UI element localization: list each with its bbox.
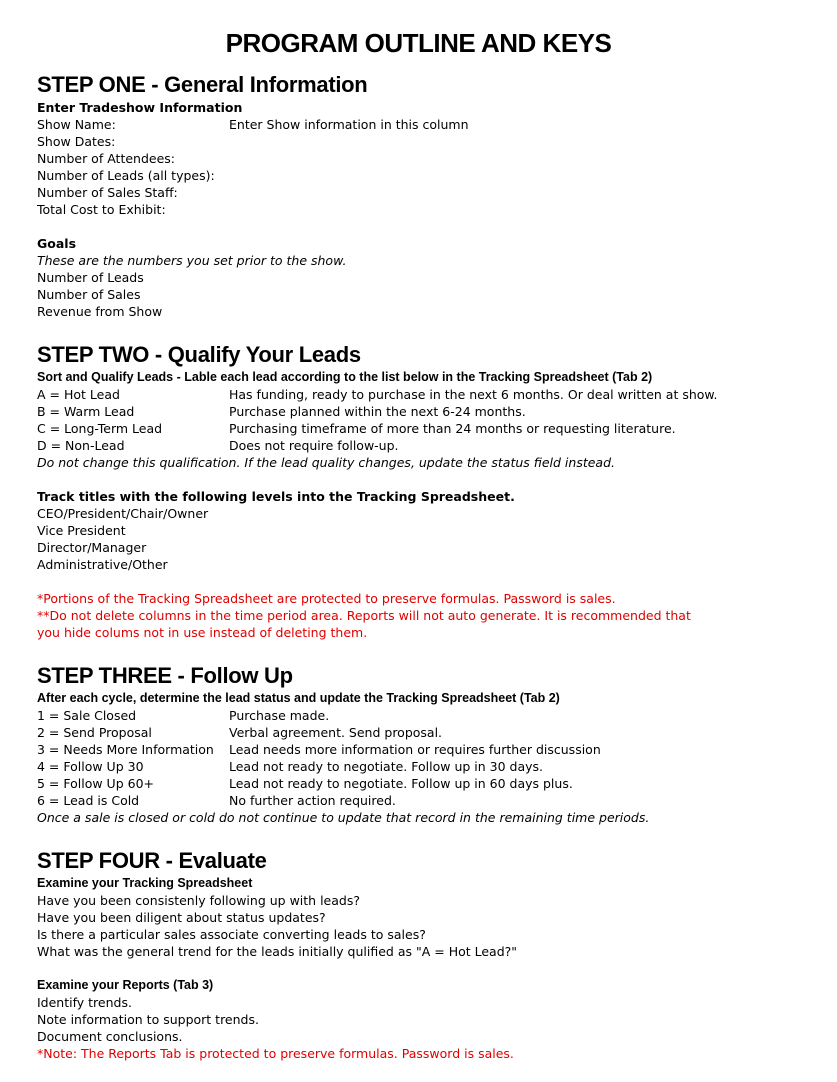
qualification-note: Do not change this qualification. If the lead quality changes, update the status field instead. [37, 455, 615, 470]
status-desc: Lead not ready to negotiate. Follow up in 30 days. [229, 759, 543, 774]
step-one-subheading: Enter Tradeshow Information [37, 100, 243, 115]
qualification-desc: Purchase planned within the next 6-24 months. [229, 404, 526, 419]
goal-item: Number of Leads [37, 270, 144, 285]
status-row [37, 724, 817, 741]
qualification-row [37, 403, 817, 420]
qualification-desc: Does not require follow-up. [229, 438, 399, 453]
qualification-key: B = Warm Lead [37, 404, 135, 419]
qualification-row [37, 437, 817, 454]
title-item: Administrative/Other [37, 557, 168, 572]
status-key: 1 = Sale Closed [37, 708, 137, 723]
status-row [37, 758, 817, 775]
status-key: 3 = Needs More Information [37, 742, 214, 757]
info-key: Show Dates: [37, 134, 116, 149]
step-four-section [37, 848, 817, 1062]
goals-heading: Goals [37, 236, 77, 251]
qualification-desc: Purchasing timeframe of more than 24 months or requesting literature. [229, 421, 676, 436]
step-two-section [37, 342, 817, 641]
info-key: Number of Leads (all types): [37, 168, 215, 183]
title-item: Director/Manager [37, 540, 147, 555]
delete-columns-warning-cont: you hide colums not in use instead of deleting them. [37, 625, 368, 640]
info-key: Number of Attendees: [37, 151, 175, 166]
info-key: Show Name: [37, 117, 116, 132]
tracking-subheading: Examine your Tracking Spreadsheet [37, 876, 253, 890]
qualification-key: A = Hot Lead [37, 387, 120, 402]
status-desc: Lead not ready to negotiate. Follow up in 60 days plus. [229, 776, 573, 791]
status-note: Once a sale is closed or cold do not continue to update that record in the remaining time periods. [37, 810, 650, 825]
step-three-section [37, 663, 817, 826]
evaluation-question: Have you been diligent about status updates? [37, 910, 326, 925]
status-desc: Purchase made. [229, 708, 330, 723]
goal-item: Revenue from Show [37, 304, 163, 319]
status-row [37, 741, 817, 758]
status-key: 6 = Lead is Cold [37, 793, 140, 808]
title-item: Vice President [37, 523, 126, 538]
status-row [37, 792, 817, 809]
step-one-heading: STEP ONE - General Information [37, 72, 368, 97]
evaluation-question: Is there a particular sales associate converting leads to sales? [37, 927, 426, 942]
step-two-heading: STEP TWO - Qualify Your Leads [37, 342, 361, 367]
qualification-row [37, 386, 817, 403]
status-key: 5 = Follow Up 60+ [37, 776, 154, 791]
goal-item: Number of Sales [37, 287, 141, 302]
info-row [37, 150, 817, 167]
reports-protection-note: *Note: The Reports Tab is protected to preserve formulas. Password is sales. [37, 1046, 514, 1061]
page-title: PROGRAM OUTLINE AND KEYS [225, 28, 612, 58]
delete-columns-warning: **Do not delete columns in the time period area. Reports will not auto generate. It is recommended that [37, 608, 691, 623]
qualification-key: C = Long-Term Lead [37, 421, 163, 436]
status-desc: Verbal agreement. Send proposal. [229, 725, 443, 740]
title-item: CEO/President/Chair/Owner [37, 506, 209, 521]
reports-subheading: Examine your Reports (Tab 3) [37, 978, 214, 992]
info-row [37, 184, 817, 201]
qualification-key: D = Non-Lead [37, 438, 125, 453]
protection-warning: *Portions of the Tracking Spreadsheet are protected to preserve formulas. Password is sales. [37, 591, 616, 606]
status-row [37, 707, 817, 724]
report-action: Identify trends. [37, 995, 132, 1010]
evaluation-question: What was the general trend for the leads initially qulified as "A = Hot Lead?" [37, 944, 518, 959]
info-key: Number of Sales Staff: [37, 185, 178, 200]
info-row [37, 133, 817, 150]
status-desc: Lead needs more information or requires further discussion [229, 742, 601, 757]
step-three-subheading: After each cycle, determine the lead status and update the Tracking Spreadsheet (Tab 2) [37, 691, 560, 705]
info-row [37, 116, 817, 133]
goals-note: These are the numbers you set prior to the show. [37, 253, 347, 268]
report-action: Note information to support trends. [37, 1012, 259, 1027]
step-three-heading: STEP THREE - Follow Up [37, 663, 293, 688]
step-four-heading: STEP FOUR - Evaluate [37, 848, 267, 873]
info-row [37, 201, 817, 218]
report-action: Document conclusions. [37, 1029, 183, 1044]
titles-heading: Track titles with the following levels into the Tracking Spreadsheet. [37, 489, 515, 504]
step-two-subheading: Sort and Qualify Leads - Lable each lead according to the list below in the Tracking Spreadsheet (Tab 2) [37, 370, 653, 384]
status-key: 4 = Follow Up 30 [37, 759, 144, 774]
info-value: Enter Show information in this column [229, 117, 469, 132]
step-one-section [37, 72, 817, 320]
status-desc: No further action required. [229, 793, 396, 808]
evaluation-question: Have you been consistenly following up with leads? [37, 893, 360, 908]
qualification-desc: Has funding, ready to purchase in the next 6 months. Or deal written at show. [229, 387, 718, 402]
info-key: Total Cost to Exhibit: [37, 202, 166, 217]
info-row [37, 167, 817, 184]
status-row [37, 775, 817, 792]
qualification-row [37, 420, 817, 437]
status-key: 2 = Send Proposal [37, 725, 152, 740]
